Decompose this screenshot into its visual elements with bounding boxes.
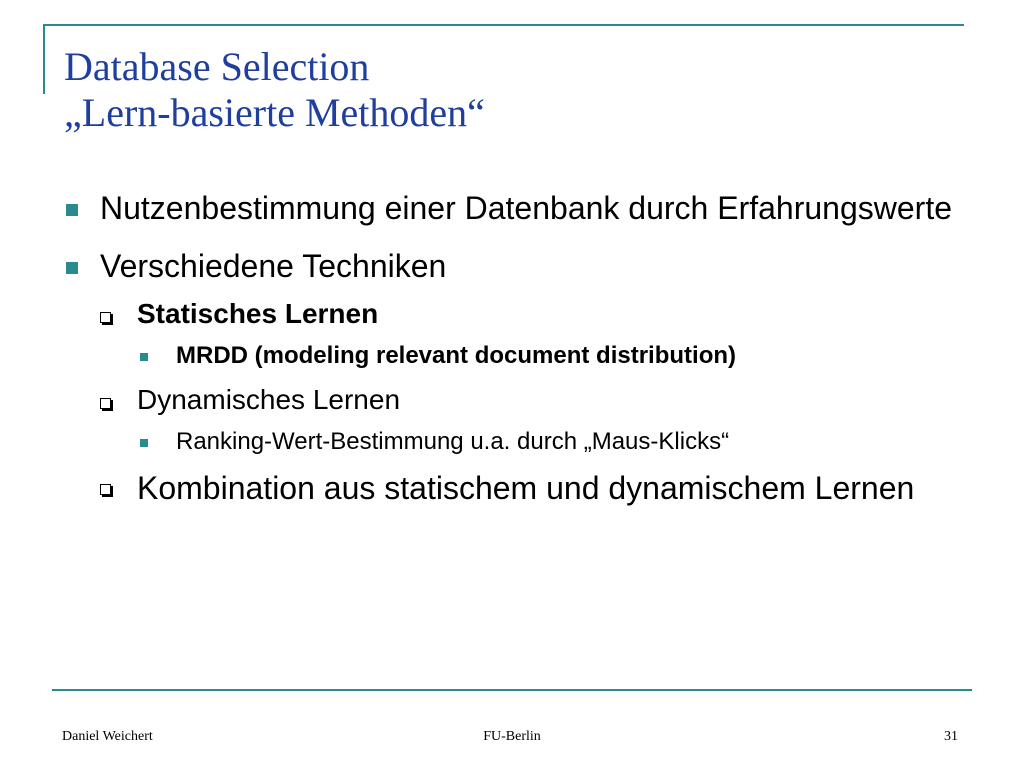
bullet-item-mrdd bbox=[64, 340, 964, 372]
bullet-text: Statisches Lernen bbox=[137, 298, 379, 329]
hollow-square-bullet-icon bbox=[100, 398, 111, 409]
bullet-text: Ranking-Wert-Bestimmung u.a. durch „Maus-Klicks“ bbox=[176, 428, 730, 455]
square-bullet-icon bbox=[140, 439, 148, 447]
bottom-frame-line bbox=[52, 689, 972, 691]
footer-author: Daniel Weichert bbox=[62, 729, 153, 744]
square-bullet-icon bbox=[66, 262, 78, 274]
bullet-item-techniken bbox=[64, 246, 964, 286]
bullet-item-ranking-wert bbox=[64, 426, 964, 458]
bullet-item-nutzenbestimmung bbox=[64, 188, 964, 228]
top-frame-line bbox=[43, 24, 964, 26]
hollow-square-bullet-icon bbox=[100, 484, 111, 495]
bullet-item-statisches-lernen bbox=[64, 296, 964, 332]
page-number: 31 bbox=[944, 729, 958, 744]
slide-title-line-2: „Lern-basierte Methoden“ bbox=[64, 90, 485, 135]
slide-title bbox=[64, 44, 485, 136]
bullet-text: Nutzenbestimmung einer Datenbank durch Erfahrungswerte bbox=[100, 190, 953, 226]
square-bullet-icon bbox=[140, 353, 148, 361]
slide-title-line-1: Database Selection bbox=[64, 44, 370, 89]
bullet-item-dynamisches-lernen bbox=[64, 382, 964, 418]
bullet-text: Verschiedene Techniken bbox=[100, 248, 447, 284]
square-bullet-icon bbox=[66, 204, 78, 216]
footer-institution: FU-Berlin bbox=[483, 729, 541, 744]
left-frame-line bbox=[43, 24, 45, 94]
bullet-text: Kombination aus statischem und dynamischem Lernen bbox=[137, 470, 915, 506]
hollow-square-bullet-icon bbox=[100, 312, 111, 323]
bullet-item-kombination bbox=[64, 468, 964, 508]
bullet-text: Dynamisches Lernen bbox=[137, 384, 401, 415]
bullet-text: MRDD (modeling relevant document distribution) bbox=[176, 342, 737, 369]
bullet-list bbox=[64, 188, 964, 516]
